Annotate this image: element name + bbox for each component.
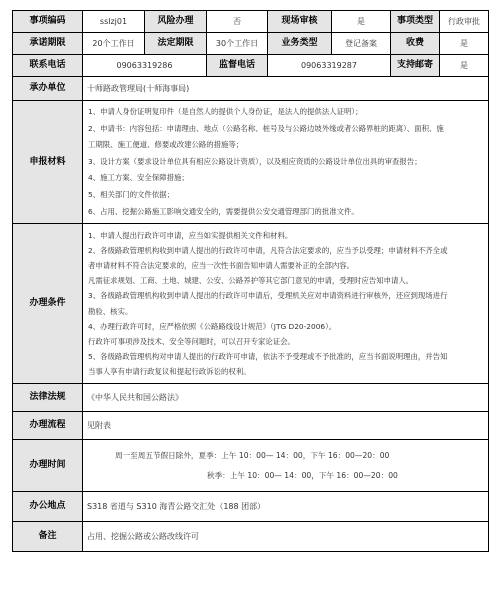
onsite-value: 是	[332, 11, 391, 33]
unit-value: 十师路政管理局(十师海事局)	[83, 77, 489, 101]
code-label: 事项编码	[13, 11, 83, 33]
phone-value: 09063319286	[83, 55, 207, 77]
row-remark	[13, 522, 489, 552]
materials-label: 申报材料	[13, 101, 83, 224]
biz-value: 登记备案	[332, 33, 391, 55]
conditions-content	[83, 224, 489, 384]
row-code	[13, 11, 489, 33]
matter-info-table	[12, 10, 489, 552]
remark-value: 占用、挖掘公路或公路改线许可	[83, 522, 489, 552]
row-hours	[13, 440, 489, 492]
conditions-line: 行政许可事项涉及技术、安全等问题时，可以召开专家论证会。	[88, 337, 295, 347]
law-value: 《中华人民共和国公路法》	[83, 384, 489, 412]
mail-value: 是	[440, 55, 489, 77]
conditions-line: 4、办理行政许可时，应严格依照《公路路线设计规范》（JTG D20-2006）。	[88, 321, 337, 331]
conditions-label: 办理条件	[13, 224, 83, 384]
materials-line: 3、设计方案（要求设计单位具有相应公路设计资质），以及相应资质的公路设计单位出具的审查报告；	[88, 156, 422, 166]
onsite-label: 现场审核	[268, 11, 332, 33]
hours-label: 办理时间	[13, 440, 83, 492]
hours-summer: 周一至周五节假日除外，夏季：上午 10：00— 14：00，下午 16：00—20：00	[115, 450, 390, 460]
supervise-value: 09063319287	[268, 55, 391, 77]
location-value: S318 省道与 S310 海青公路交汇处（188 团部）	[83, 492, 489, 522]
row-phone	[13, 55, 489, 77]
conditions-line: 5、各级路政管理机构对申请人提出的行政许可申请，依法不予受理或不予批准的，应当书面说明理由，并告知	[88, 352, 448, 362]
conditions-line: 凡需征求规划、工商、土地、城建、公安、公路养护等其它部门意见的申请，受理时应告知申请人。	[88, 276, 414, 286]
row-location	[13, 492, 489, 522]
row-unit	[13, 77, 489, 101]
law-label: 法律法规	[13, 384, 83, 412]
unit-label: 承办单位	[13, 77, 83, 101]
type-label: 事项类型	[391, 11, 440, 33]
risk-value: 否	[207, 11, 268, 33]
hours-content	[83, 440, 489, 492]
materials-line: 2、申请书：内容包括：申请理由、地点（公路名称、桩号及与公路边坡外缘或者公路界桩的距离）、面积、施	[88, 123, 444, 133]
row-law	[13, 384, 489, 412]
conditions-line: 勘验、核实。	[88, 306, 133, 316]
conditions-line: 当事人享有申请行政复议和提起行政诉讼的权利。	[88, 367, 251, 377]
phone-label: 联系电话	[13, 55, 83, 77]
type-value: 行政审批	[440, 11, 489, 33]
row-conditions	[13, 224, 489, 384]
conditions-line: 者申请材料不符合法定要求的，应当一次性书面告知申请人需要补正的全部内容。	[88, 261, 355, 271]
materials-content	[83, 101, 489, 224]
row-deadline	[13, 33, 489, 55]
legal-value: 30个工作日	[207, 33, 268, 55]
materials-line: 6、占用、挖掘公路施工影响交通安全的，需要提供公安交通管理部门的批准文件。	[88, 206, 359, 216]
hours-autumn: 秋季：上午 10：00— 14：00，下午 16：00—20：00	[207, 470, 398, 480]
fee-value: 是	[440, 33, 489, 55]
conditions-line: 2、各级路政管理机构收到申请人提出的行政许可申请，凡符合法定要求的，应当予以受理；申请材料不齐全或	[88, 245, 448, 255]
materials-line: 5、相关部门的文件依据；	[88, 189, 175, 199]
matter-info-sheet	[12, 10, 488, 552]
promise-label: 承诺期限	[13, 33, 83, 55]
conditions-line: 3、各级路政管理机构收到申请人提出的行政许可申请后，受理机关应对申请资料进行审核外，还应到现场进行	[88, 291, 448, 301]
promise-value: 20个工作日	[83, 33, 145, 55]
materials-line: 1、申请人身份证明复印件（是自然人的提供个人身份证，是法人的提供法人证明）；	[88, 107, 363, 116]
supervise-label: 监督电话	[207, 55, 268, 77]
legal-label: 法定期限	[145, 33, 207, 55]
fee-label: 收费	[391, 33, 440, 55]
risk-label: 风险办理	[145, 11, 207, 33]
process-value: 见附表	[83, 412, 489, 440]
location-label: 办公地点	[13, 492, 83, 522]
row-process	[13, 412, 489, 440]
row-materials	[13, 101, 489, 224]
conditions-line: 1、申请人提出行政许可申请，应当如实提供相关文件和材料。	[88, 230, 293, 240]
materials-line: 工期限、施工便道、修要或改建公路的措施等；	[88, 140, 244, 150]
biz-label: 业务类型	[268, 33, 332, 55]
mail-label: 支持邮寄	[391, 55, 440, 77]
remark-label: 备注	[13, 522, 83, 552]
materials-line: 4、施工方案、安全保障措施；	[88, 173, 189, 183]
process-label: 办理流程	[13, 412, 83, 440]
code-value: sslzj01	[83, 11, 145, 33]
